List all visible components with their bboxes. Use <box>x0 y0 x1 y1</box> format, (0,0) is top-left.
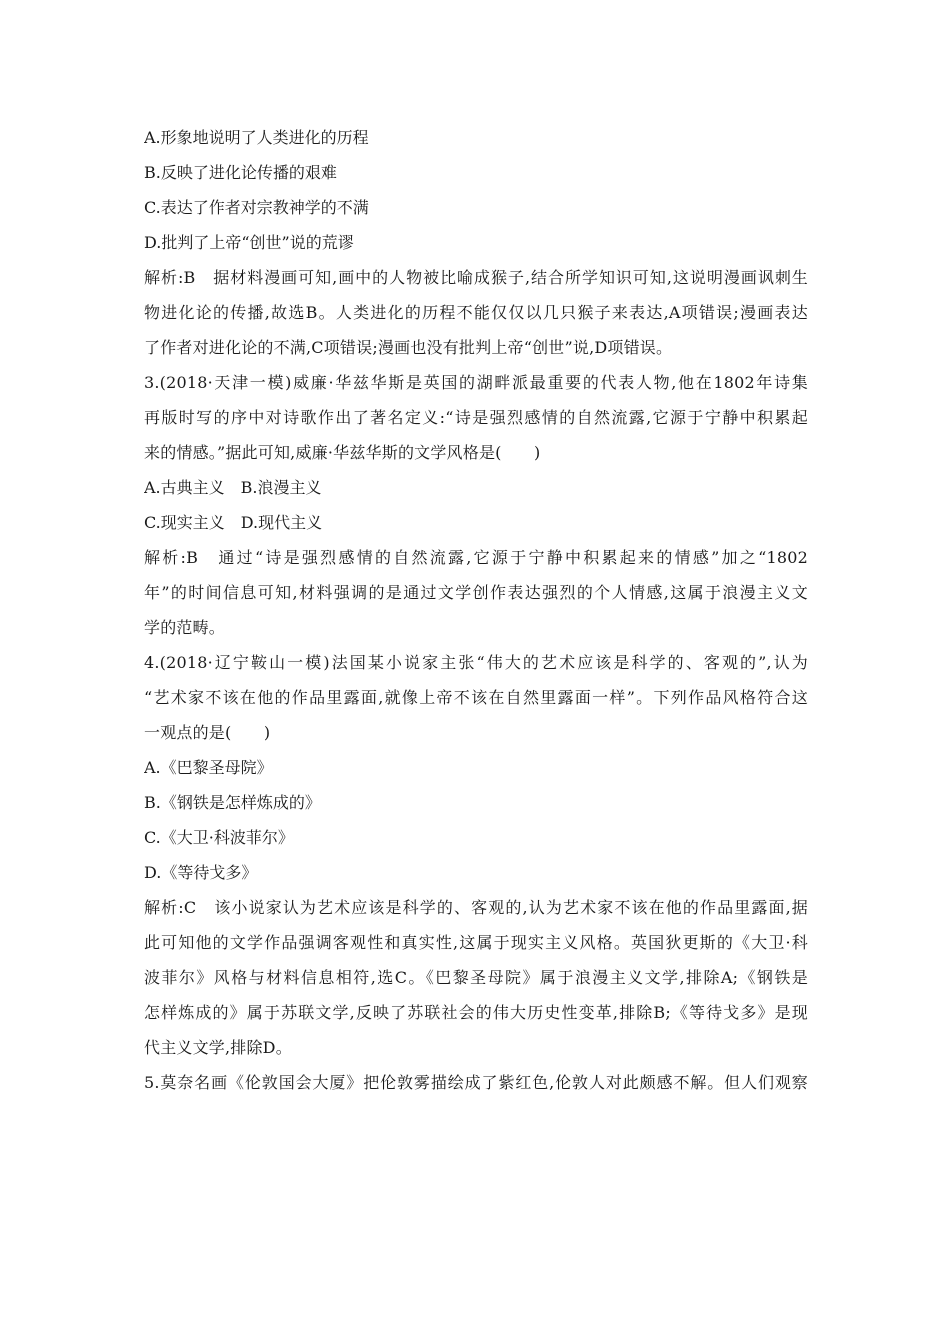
q4-analysis-line: 此可知他的文学作品强调客观性和真实性,这属于现实主义风格。英国狄更斯的《大卫·科 <box>144 933 808 952</box>
q2-option-d: D.批判了上帝“创世”说的荒谬 <box>144 233 354 252</box>
q2-analysis-line: 了作者对进化论的不满,C项错误;漫画也没有批判上帝“创世”说,D项错误。 <box>144 338 673 357</box>
q5-stem-line: 5.莫奈名画《伦敦国会大厦》把伦敦雾描绘成了紫红色,伦敦人对此颇感不解。但人们观察 <box>144 1073 808 1092</box>
q3-stem-line: 来的情感。”据此可知,威廉·华兹华斯的文学风格是( ) <box>144 443 541 462</box>
q2-option-a: A.形象地说明了人类进化的历程 <box>144 128 369 147</box>
q4-option-b: B.《钢铁是怎样炼成的》 <box>144 793 321 812</box>
q2-analysis <box>144 260 808 365</box>
q4-option-d: D.《等待戈多》 <box>144 863 258 882</box>
q4-stem-line: “艺术家不该在他的作品里露面,就像上帝不该在自然里露面一样”。下列作品风格符合这 <box>144 688 808 707</box>
q3-analysis-line: 年”的时间信息可知,材料强调的是通过文学创作表达强烈的个人情感,这属于浪漫主义文 <box>144 583 808 602</box>
q2-analysis-line: 解析:B 据材料漫画可知,画中的人物被比喻成猴子,结合所学知识可知,这说明漫画讽刺生 <box>144 268 808 287</box>
q4-analysis-line: 怎样炼成的》属于苏联文学,反映了苏联社会的伟大历史性变革,排除B;《等待戈多》是现 <box>144 1003 808 1022</box>
q4-option-c: C.《大卫·科波菲尔》 <box>144 828 294 847</box>
q3-options <box>144 470 808 540</box>
q3-option-row-ab: A.古典主义 B.浪漫主义 <box>144 478 322 497</box>
document-body <box>144 120 808 1100</box>
q4-stem-line: 4.(2018·辽宁鞍山一模)法国某小说家主张“伟大的艺术应该是科学的、客观的”,认为 <box>144 653 808 672</box>
q4-analysis-line: 代主义文学,排除D。 <box>144 1038 292 1057</box>
q3-stem-line: 再版时写的序中对诗歌作出了著名定义:“诗是强烈感情的自然流露,它源于宁静中积累起 <box>144 408 808 427</box>
q3-analysis-line: 学的范畴。 <box>144 618 226 637</box>
q5-stem <box>144 1065 808 1100</box>
q4-analysis <box>144 890 808 1065</box>
q2-options <box>144 120 808 260</box>
q2-option-c: C.表达了作者对宗教神学的不满 <box>144 198 369 217</box>
q4-analysis-line: 波菲尔》风格与材料信息相符,选C。《巴黎圣母院》属于浪漫主义文学,排除A;《钢铁是 <box>144 968 808 987</box>
q3-analysis <box>144 540 808 645</box>
q4-options <box>144 750 808 890</box>
q2-option-b: B.反映了进化论传播的艰难 <box>144 163 337 182</box>
q2-analysis-line: 物进化论的传播,故选B。人类进化的历程不能仅仅以几只猴子来表达,A项错误;漫画表达 <box>144 303 808 322</box>
q3-analysis-line: 解析:B 通过“诗是强烈感情的自然流露,它源于宁静中积累起来的情感”加之“1802 <box>144 548 808 567</box>
q3-option-row-cd: C.现实主义 D.现代主义 <box>144 513 323 532</box>
q4-stem-line: 一观点的是( ) <box>144 723 271 742</box>
q3-stem <box>144 365 808 470</box>
q4-stem <box>144 645 808 750</box>
q4-option-a: A.《巴黎圣母院》 <box>144 758 273 777</box>
q4-analysis-line: 解析:C 该小说家认为艺术应该是科学的、客观的,认为艺术家不该在他的作品里露面,据 <box>144 898 808 917</box>
q3-stem-line: 3.(2018·天津一模)威廉·华兹华斯是英国的湖畔派最重要的代表人物,他在1802年诗集 <box>144 373 808 392</box>
